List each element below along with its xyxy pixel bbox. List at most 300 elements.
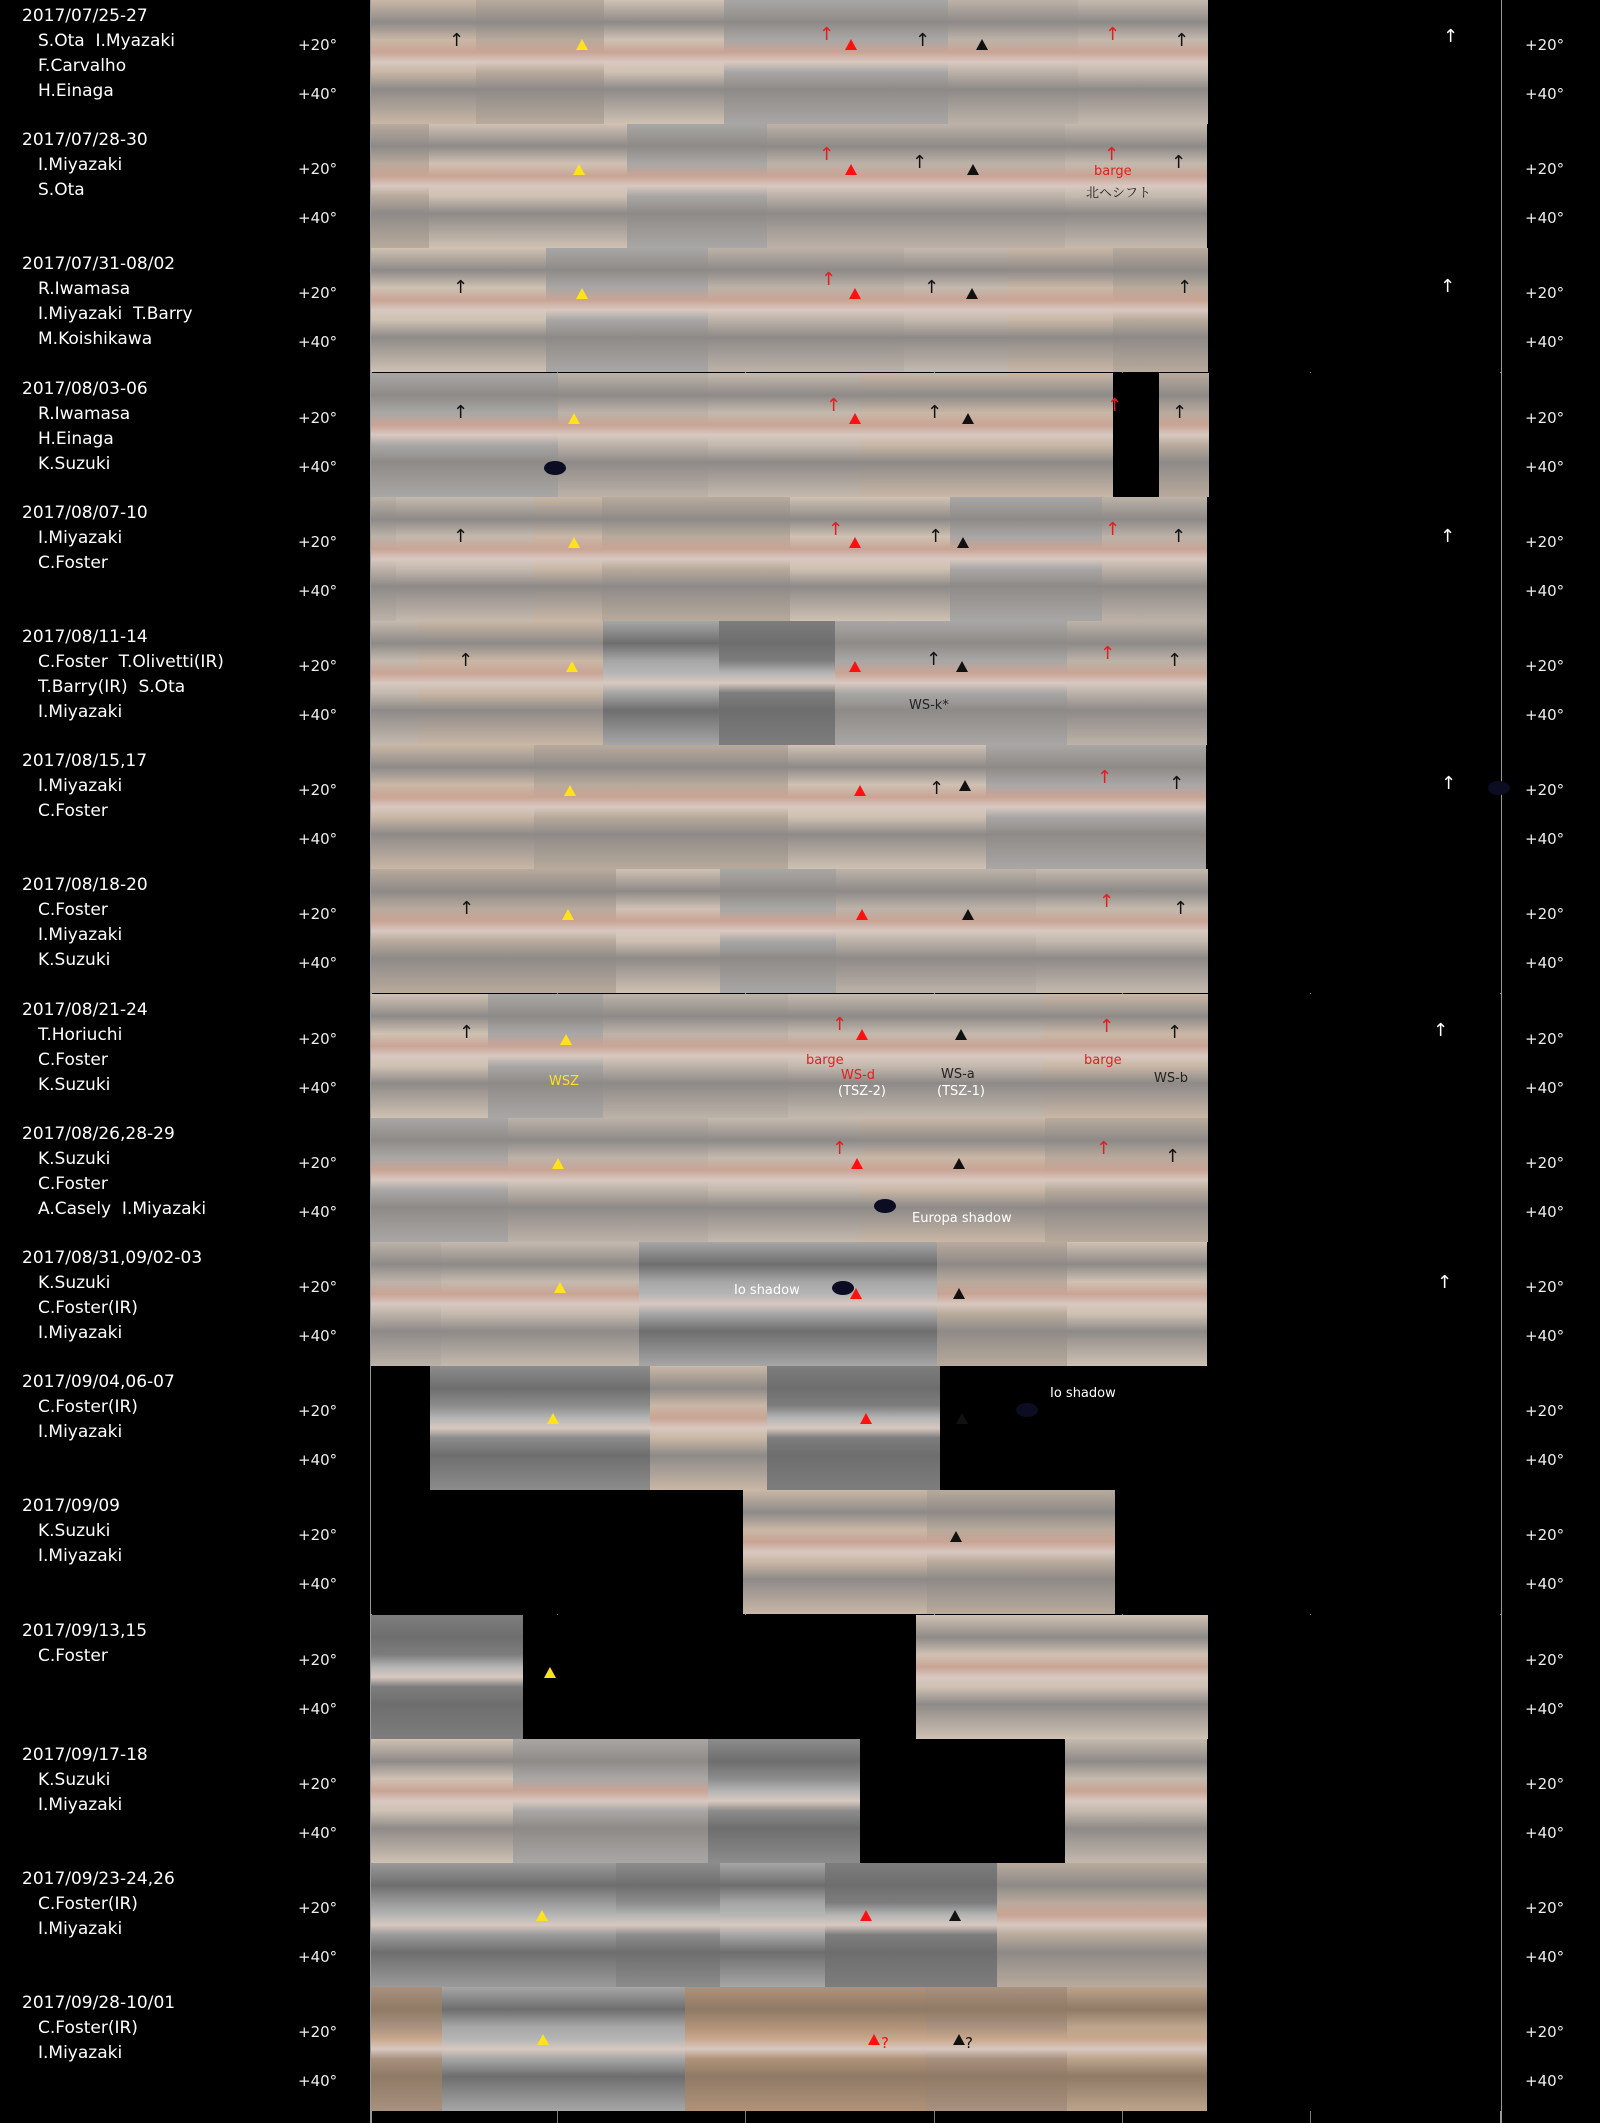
- jupiter-image-panel: [1008, 248, 1113, 372]
- feature-triangle-marker: [956, 1413, 968, 1424]
- observer-name: I.Miyazaki: [38, 1546, 123, 1567]
- jupiter-image-panel: [767, 124, 1065, 248]
- observation-date: 2017/07/28-30: [22, 130, 148, 151]
- latitude-label: +40°: [298, 457, 338, 476]
- jupiter-image-panel: [371, 1615, 523, 1739]
- image-strip: [371, 1615, 1501, 1739]
- jupiter-image-panel: [513, 1739, 708, 1863]
- observation-row: [0, 1118, 1600, 1242]
- image-strip: [371, 745, 1501, 869]
- jupiter-image-panel: [937, 1242, 1067, 1366]
- latitude-label: +20°: [1525, 160, 1565, 179]
- latitude-label: +20°: [1525, 905, 1565, 924]
- jupiter-image-panel: [371, 621, 418, 745]
- latitude-label: +40°: [1525, 457, 1565, 476]
- latitude-label: +20°: [1525, 1774, 1565, 1793]
- jupiter-image-panel: [603, 621, 719, 745]
- feature-arrow-marker: ↑: [1171, 525, 1187, 547]
- observer-name: C.Foster: [38, 552, 108, 573]
- feature-arrow-marker: ↑: [821, 269, 837, 291]
- feature-triangle-marker: [957, 537, 969, 548]
- feature-triangle-marker: [868, 2034, 880, 2045]
- feature-arrow-marker: ↑: [458, 650, 474, 671]
- jupiter-image-panel: [430, 1366, 650, 1490]
- latitude-label: +40°: [298, 1202, 338, 1221]
- jupiter-image-panel: [371, 124, 429, 248]
- feature-arrow-marker: ↑: [819, 24, 835, 45]
- moon-shadow-spot: [544, 461, 566, 475]
- latitude-label: +40°: [298, 1575, 338, 1594]
- observer-name: K.Suzuki: [38, 1273, 111, 1293]
- latitude-label: +40°: [1525, 1078, 1565, 1097]
- observer-name: T.Barry(IR) S.Ota: [38, 677, 186, 697]
- feature-triangle-marker: [568, 413, 580, 424]
- feature-arrow-marker: ↑: [453, 401, 469, 423]
- latitude-label: +40°: [298, 1451, 338, 1470]
- feature-triangle-marker: [849, 661, 861, 672]
- latitude-label: +20°: [1525, 2023, 1565, 2042]
- jupiter-image-panel: [546, 248, 708, 372]
- feature-arrow-marker: ↑: [915, 30, 931, 51]
- feature-triangle-marker: [949, 1910, 961, 1921]
- feature-triangle-marker: [976, 39, 988, 50]
- feature-label: (TSZ-2): [838, 1083, 886, 1099]
- latitude-label: +20°: [1525, 408, 1565, 427]
- latitude-label: +40°: [298, 830, 338, 849]
- jupiter-image-panel: [371, 994, 488, 1118]
- feature-triangle-marker: [564, 785, 576, 796]
- feature-arrow-marker: ↑: [1440, 276, 1456, 298]
- observer-name: C.Foster: [38, 1173, 108, 1194]
- latitude-label: +20°: [1525, 1153, 1565, 1172]
- observation-date: 2017/08/26,28-29: [22, 1123, 175, 1144]
- feature-arrow-marker: ↑: [1433, 1019, 1449, 1041]
- feature-triangle-marker: [966, 288, 978, 299]
- jupiter-image-panel: [371, 869, 616, 993]
- latitude-label: +40°: [1525, 706, 1565, 724]
- jupiter-image-panel: [1102, 497, 1207, 621]
- feature-triangle-marker: [856, 1029, 868, 1040]
- observer-name: A.Casely I.Miyazaki: [38, 1198, 207, 1219]
- jupiter-image-panel: [639, 1242, 937, 1366]
- observer-name: I.Miyazaki: [38, 925, 123, 946]
- latitude-label: +40°: [298, 1327, 338, 1345]
- observer-name: K.Suzuki: [38, 1521, 111, 1542]
- feature-triangle-marker: [576, 39, 588, 50]
- observer-name: I.Miyazaki: [38, 527, 123, 548]
- observation-row: [0, 994, 1600, 1118]
- latitude-label: +20°: [298, 284, 338, 303]
- observer-name: C.Foster: [38, 1049, 108, 1070]
- jupiter-image-panel: [650, 1366, 767, 1490]
- observer-name: F.Carvalho: [38, 56, 127, 76]
- latitude-label: +20°: [298, 905, 338, 924]
- jupiter-image-panel: [926, 1987, 1067, 2111]
- jupiter-image-panel: [371, 0, 476, 124]
- observation-row: [0, 869, 1600, 993]
- jupiter-image-panel: [1067, 1987, 1207, 2111]
- image-strip: [371, 124, 1501, 248]
- feature-arrow-marker: ↑: [926, 649, 942, 670]
- feature-triangle-marker: [849, 413, 861, 424]
- observation-date: 2017/09/28-10/01: [22, 1993, 176, 2014]
- jupiter-image-panel: [602, 497, 790, 621]
- observer-name: K.Suzuki: [38, 1074, 111, 1095]
- image-strip: [371, 1863, 1501, 1987]
- jupiter-image-panel: [1036, 869, 1208, 993]
- feature-arrow-marker: ↑: [1437, 1272, 1453, 1293]
- jupiter-image-panel: [508, 1118, 708, 1242]
- feature-triangle-marker: [959, 780, 971, 791]
- feature-label: WS-b: [1154, 1070, 1189, 1086]
- jupiter-image-panel: [371, 745, 534, 869]
- latitude-label: +40°: [1525, 1575, 1565, 1594]
- jupiter-image-panel: [371, 1863, 616, 1987]
- image-strip: [371, 0, 1501, 124]
- feature-arrow-marker: ↑: [1167, 650, 1183, 671]
- latitude-label: +20°: [1525, 532, 1565, 551]
- observer-name: S.Ota: [38, 180, 85, 201]
- latitude-label: +20°: [298, 1153, 338, 1172]
- observation-date: 2017/09/23-24,26: [22, 1869, 175, 1889]
- observation-row: [0, 1490, 1600, 1614]
- feature-triangle-marker: [568, 537, 580, 548]
- jupiter-image-panel: [1043, 994, 1208, 1118]
- feature-arrow-marker: ↑: [1107, 394, 1123, 416]
- observation-row: [0, 248, 1600, 372]
- feature-arrow-marker: ↑: [1099, 1015, 1115, 1037]
- observer-name: I.Miyazaki: [38, 2043, 123, 2064]
- latitude-label: +40°: [1525, 1202, 1565, 1221]
- observer-name: C.Foster(IR): [38, 1397, 138, 1418]
- jupiter-image-panel: [1065, 1739, 1207, 1863]
- latitude-label: +40°: [298, 333, 338, 352]
- observation-row: [0, 497, 1600, 621]
- feature-arrow-marker: ↑: [1443, 26, 1459, 47]
- feature-triangle-marker: [860, 1413, 872, 1424]
- feature-arrow-marker: ↑: [453, 277, 469, 299]
- latitude-label: +40°: [1525, 85, 1565, 103]
- feature-label: WSZ: [549, 1073, 580, 1089]
- feature-arrow-marker: ↑: [459, 898, 475, 920]
- jupiter-image-panel: [916, 1615, 1208, 1739]
- feature-triangle-marker: [953, 1288, 965, 1299]
- feature-arrow-marker: ↑: [1174, 30, 1190, 51]
- latitude-label: +40°: [298, 1823, 338, 1842]
- jupiter-image-panel: [948, 0, 1078, 124]
- latitude-label: +40°: [1525, 1699, 1565, 1718]
- moon-shadow-spot: [1488, 781, 1510, 795]
- feature-triangle-marker: [562, 909, 574, 920]
- jupiter-image-panel: [720, 869, 836, 993]
- observer-name: I.Miyazaki: [38, 1919, 123, 1939]
- latitude-label: +40°: [1525, 830, 1565, 849]
- feature-triangle-marker: [547, 1413, 559, 1424]
- latitude-label: +40°: [298, 1078, 338, 1097]
- jupiter-image-panel: [371, 1242, 441, 1366]
- feature-arrow-marker: ↑: [1169, 773, 1185, 795]
- observer-name: C.Foster T.Olivetti(IR): [38, 652, 224, 672]
- jupiter-image-panel: [708, 248, 904, 372]
- observer-name: C.Foster(IR): [38, 1298, 138, 1318]
- feature-triangle-marker: [849, 288, 861, 299]
- image-strip: [371, 497, 1501, 621]
- observer-name: H.Einaga: [38, 428, 114, 449]
- jupiter-image-panel: [997, 1863, 1207, 1987]
- observation-date: 2017/09/17-18: [22, 1744, 148, 1765]
- image-strip: [371, 1987, 1501, 2111]
- feature-label: Europa shadow: [912, 1210, 1012, 1226]
- latitude-label: +40°: [1525, 1948, 1565, 1966]
- jupiter-image-panel: [835, 621, 1067, 745]
- jupiter-image-panel: [708, 1739, 860, 1863]
- feature-triangle-marker: [849, 537, 861, 548]
- observer-name: K.Suzuki: [38, 1148, 111, 1169]
- feature-arrow-marker: ↑: [1177, 277, 1193, 299]
- feature-arrow-marker: ↑: [1173, 898, 1189, 920]
- observation-date: 2017/08/31,09/02-03: [22, 1248, 203, 1268]
- observer-name: I.Miyazaki: [38, 155, 123, 176]
- jupiter-image-panel: [860, 373, 1113, 497]
- jupiter-image-panel: [743, 1490, 927, 1614]
- observation-date: 2017/09/09: [22, 1496, 120, 1517]
- latitude-label: +20°: [1525, 781, 1565, 800]
- observation-date: 2017/08/21-24: [22, 999, 148, 1020]
- jupiter-image-panel: [371, 1739, 513, 1863]
- feature-triangle-marker: [537, 2034, 549, 2045]
- latitude-label: +20°: [1525, 36, 1565, 54]
- image-strip: [371, 248, 1501, 372]
- jupiter-image-panel: [1113, 248, 1208, 372]
- jupiter-image-panel: [836, 869, 1036, 993]
- latitude-label: +40°: [298, 2072, 338, 2091]
- feature-triangle-marker: [950, 1531, 962, 1542]
- observation-date: 2017/08/03-06: [22, 378, 148, 399]
- observer-name: H.Einaga: [38, 81, 114, 101]
- feature-arrow-marker: ↑: [1096, 1137, 1112, 1159]
- feature-arrow-marker: ↑: [832, 1013, 848, 1035]
- feature-label: WS-d: [841, 1067, 876, 1083]
- observer-name: C.Foster(IR): [38, 1894, 138, 1914]
- latitude-label: +20°: [1525, 1526, 1565, 1545]
- latitude-label: +40°: [298, 1948, 338, 1966]
- observation-row: [0, 1863, 1600, 1987]
- image-strip: [371, 373, 1501, 497]
- feature-arrow-marker: ↑: [1105, 24, 1121, 45]
- jupiter-image-panel: [825, 1863, 997, 1987]
- jupiter-image-panel: [441, 1242, 639, 1366]
- latitude-label: +20°: [298, 1899, 338, 1917]
- observer-name: C.Foster: [38, 801, 108, 822]
- latitude-label: +20°: [298, 781, 338, 800]
- observer-name: I.Miyazaki: [38, 1323, 123, 1343]
- observation-date: 2017/08/11-14: [22, 627, 148, 647]
- jupiter-image-panel: [790, 497, 950, 621]
- feature-label: barge: [1084, 1052, 1122, 1068]
- jupiter-image-panel: [371, 373, 558, 497]
- feature-triangle-marker: [953, 1158, 965, 1169]
- jupiter-image-panel: [442, 1987, 685, 2111]
- jupiter-image-panel: [604, 0, 724, 124]
- latitude-label: +40°: [298, 85, 338, 103]
- jupiter-image-panel: [904, 248, 1008, 372]
- feature-triangle-marker: [967, 164, 979, 175]
- feature-arrow-marker: ↑: [1167, 1021, 1183, 1043]
- latitude-label: +20°: [1525, 1650, 1565, 1669]
- feature-arrow-marker: ↑: [1440, 525, 1456, 547]
- latitude-label: +20°: [298, 160, 338, 179]
- observation-row: [0, 124, 1600, 248]
- latitude-label: +20°: [298, 1029, 338, 1048]
- feature-label: Io shadow: [734, 1283, 800, 1298]
- latitude-label: +20°: [1525, 1899, 1565, 1917]
- observer-name: R.Iwamasa: [38, 279, 131, 300]
- jupiter-image-panel: [1078, 0, 1208, 124]
- observation-row: [0, 1615, 1600, 1739]
- feature-label: (TSZ-1): [937, 1083, 985, 1099]
- latitude-label: +20°: [298, 1774, 338, 1793]
- feature-arrow-marker: ↑: [928, 525, 944, 547]
- feature-arrow-marker: ↑: [453, 525, 469, 547]
- observer-name: C.Foster(IR): [38, 2018, 138, 2039]
- observer-name: M.Koishikawa: [38, 329, 153, 350]
- feature-arrow-marker: ↑: [1171, 152, 1187, 174]
- observer-name: I.Miyazaki T.Barry: [38, 304, 193, 325]
- jupiter-image-panel: [371, 1987, 442, 2111]
- image-strip: [371, 869, 1501, 993]
- observation-row: [0, 1242, 1600, 1366]
- feature-triangle-marker: [955, 1029, 967, 1040]
- jupiter-image-panel: [1045, 1118, 1208, 1242]
- feature-arrow-marker: ↑: [449, 30, 465, 51]
- jupiter-image-panel: [558, 373, 708, 497]
- feature-label: barge: [806, 1052, 844, 1068]
- jupiter-image-panel: [724, 0, 948, 124]
- latitude-label: +40°: [298, 706, 338, 724]
- feature-arrow-marker: ↑: [826, 394, 842, 416]
- jupiter-image-panel: [1067, 1242, 1207, 1366]
- observation-row: [0, 373, 1600, 497]
- observation-date: 2017/08/18-20: [22, 875, 148, 896]
- jupiter-image-panel: [720, 1863, 825, 1987]
- latitude-label: +40°: [1525, 2072, 1565, 2091]
- jupiter-image-panel: [371, 497, 396, 621]
- feature-triangle-marker: [560, 1034, 572, 1045]
- latitude-label: +20°: [1525, 657, 1565, 675]
- jupiter-image-panel: [927, 1490, 1115, 1614]
- feature-triangle-marker: [845, 164, 857, 175]
- feature-arrow-marker: ↑: [459, 1021, 475, 1043]
- jupiter-image-panel: [396, 497, 534, 621]
- latitude-label: +40°: [1525, 954, 1565, 973]
- feature-triangle-marker: [566, 661, 578, 672]
- feature-arrow-marker: ↑: [1105, 518, 1121, 540]
- observer-name: I.Miyazaki: [38, 1794, 123, 1815]
- feature-triangle-marker: [544, 1667, 556, 1678]
- observation-row: [0, 0, 1600, 124]
- observation-row: [0, 745, 1600, 869]
- latitude-label: +20°: [298, 1278, 338, 1296]
- jupiter-image-panel: [476, 0, 604, 124]
- observer-name: I.Miyazaki: [38, 776, 123, 797]
- feature-arrow-marker: ↑: [912, 152, 928, 174]
- feature-triangle-marker: [552, 1158, 564, 1169]
- feature-label: WS-k*: [909, 698, 949, 713]
- latitude-label: +40°: [1525, 209, 1565, 228]
- moon-shadow-spot: [874, 1199, 896, 1213]
- feature-label: ?: [881, 2034, 889, 2053]
- feature-triangle-marker: [536, 1910, 548, 1921]
- jupiter-image-panel: [371, 248, 546, 372]
- observation-row: [0, 1366, 1600, 1490]
- feature-triangle-marker: [576, 288, 588, 299]
- observation-row: [0, 1987, 1600, 2111]
- latitude-label: +40°: [298, 1699, 338, 1718]
- jupiter-image-panel: [767, 1366, 940, 1490]
- jupiter-image-panel: [418, 621, 603, 745]
- jupiter-image-panel: [986, 745, 1206, 869]
- observation-date: 2017/09/04,06-07: [22, 1372, 175, 1393]
- feature-triangle-marker: [845, 39, 857, 50]
- jupiter-image-panel: [534, 497, 602, 621]
- jupiter-image-panel: [719, 621, 835, 745]
- latitude-label: +20°: [1525, 1029, 1565, 1048]
- feature-label: WS-a: [941, 1066, 975, 1082]
- feature-arrow-marker: ↑: [1441, 773, 1457, 795]
- jupiter-image-panel: [708, 373, 860, 497]
- image-strip: [371, 1242, 1501, 1366]
- jupiter-image-panel: [1159, 373, 1209, 497]
- latitude-label: +20°: [298, 532, 338, 551]
- observer-name: K.Suzuki: [38, 950, 111, 971]
- latitude-label: +40°: [1525, 333, 1565, 352]
- latitude-label: +20°: [1525, 1402, 1565, 1421]
- observation-date: 2017/08/15,17: [22, 751, 148, 772]
- jupiter-image-panel: [534, 745, 788, 869]
- latitude-label: +40°: [1525, 1327, 1565, 1345]
- feature-triangle-marker: [554, 1282, 566, 1293]
- jupiter-image-panel: [616, 1863, 720, 1987]
- feature-label: ?: [965, 2034, 973, 2053]
- feature-label: 北ヘシフト: [1086, 186, 1152, 202]
- latitude-label: +20°: [298, 1526, 338, 1545]
- feature-arrow-marker: ↑: [832, 1137, 848, 1159]
- observation-date: 2017/07/31-08/02: [22, 254, 176, 275]
- image-strip: [371, 1739, 1501, 1863]
- jupiter-image-panel: [603, 994, 788, 1118]
- observer-name: I.Miyazaki: [38, 1422, 123, 1443]
- observer-name: R.Iwamasa: [38, 403, 131, 424]
- latitude-label: +20°: [298, 1402, 338, 1421]
- feature-triangle-marker: [860, 1910, 872, 1921]
- feature-arrow-marker: ↑: [1172, 401, 1188, 423]
- observation-date: 2017/09/13,15: [22, 1620, 148, 1641]
- latitude-label: +40°: [298, 209, 338, 228]
- image-strip: [371, 994, 1501, 1118]
- image-strip: [371, 621, 1501, 745]
- jupiter-image-panel: [950, 497, 1102, 621]
- jupiter-image-panel: [788, 745, 986, 869]
- latitude-label: +20°: [1525, 284, 1565, 303]
- latitude-label: +40°: [1525, 581, 1565, 600]
- feature-arrow-marker: ↑: [828, 518, 844, 540]
- image-strip: [371, 1490, 1501, 1614]
- feature-triangle-marker: [850, 1288, 862, 1299]
- observation-row: [0, 621, 1600, 745]
- feature-arrow-marker: ↑: [1104, 144, 1120, 166]
- latitude-label: +20°: [298, 408, 338, 427]
- observation-date: 2017/08/07-10: [22, 502, 148, 523]
